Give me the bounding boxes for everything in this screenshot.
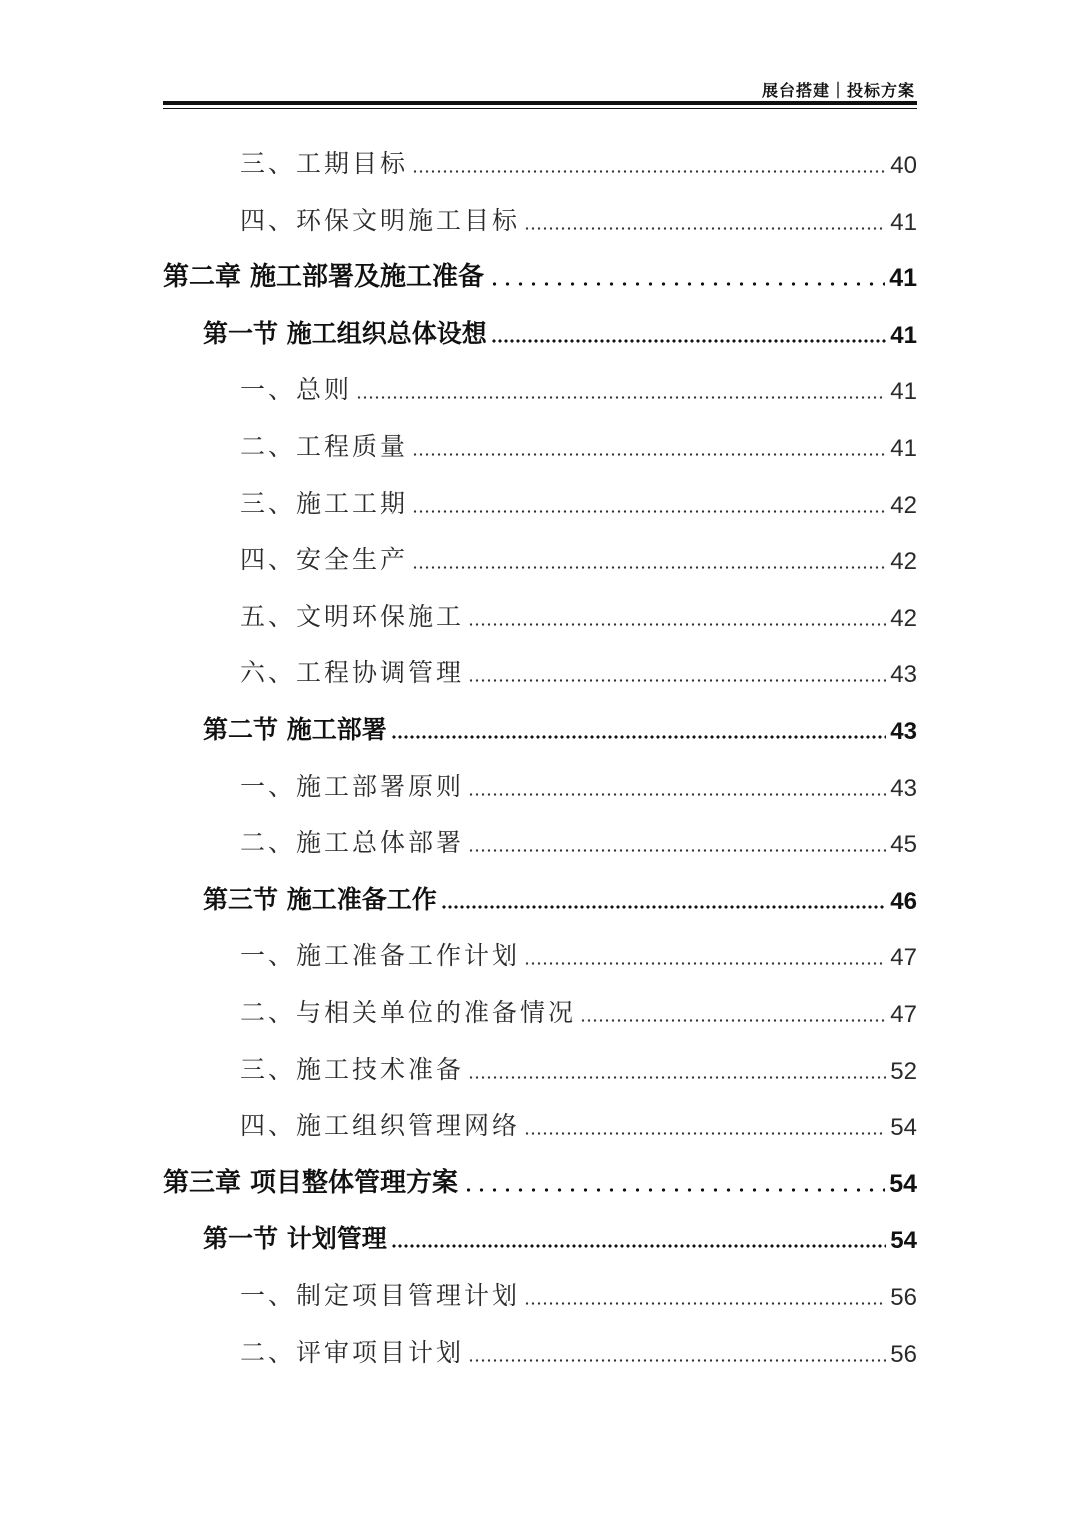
toc-dot-leader xyxy=(391,731,887,739)
toc-entry[interactable] xyxy=(240,366,917,406)
toc-entry[interactable] xyxy=(240,593,917,633)
toc-entry[interactable] xyxy=(203,876,917,916)
toc-entry-page-number: 47 xyxy=(890,944,917,972)
toc-dot-leader xyxy=(468,844,886,852)
toc-entry[interactable] xyxy=(163,253,917,293)
toc-dot-leader xyxy=(356,391,886,399)
toc-entry-title: 一、施工准备工作计划 xyxy=(240,941,521,971)
toc-entry[interactable] xyxy=(163,1159,917,1199)
toc-entry-title: 六、工程协调管理 xyxy=(240,658,465,688)
toc-dot-leader xyxy=(524,1127,886,1135)
toc-dot-leader xyxy=(412,505,886,513)
toc-entry-page-number: 46 xyxy=(890,887,917,915)
toc-entry-page-number: 42 xyxy=(890,491,917,519)
toc-entry-page-number: 45 xyxy=(890,831,917,859)
toc-entry-page-number: 41 xyxy=(889,264,917,293)
toc-dot-leader xyxy=(468,618,886,626)
toc-entry-title: 二、工程质量 xyxy=(240,432,409,461)
toc-dot-leader xyxy=(468,1071,886,1079)
toc-entry-title: 第三节 施工准备工作 xyxy=(203,884,437,914)
toc-entry-title: 四、安全生产 xyxy=(240,545,409,575)
toc-entry-title: 第二节 施工部署 xyxy=(203,715,387,744)
toc-dot-leader xyxy=(468,1354,886,1362)
toc-entry-page-number: 41 xyxy=(890,435,917,462)
toc-entry-title: 二、评审项目计划 xyxy=(240,1337,465,1367)
toc-entry-page-number: 43 xyxy=(890,774,917,802)
toc-dot-leader xyxy=(441,901,887,909)
toc-entry[interactable] xyxy=(240,819,917,859)
toc-entry[interactable] xyxy=(240,197,917,237)
toc-entry-page-number: 43 xyxy=(890,718,917,745)
toc-entry-title: 一、总则 xyxy=(240,375,353,405)
toc-entry-page-number: 54 xyxy=(890,1114,917,1142)
toc-dot-leader xyxy=(580,1014,886,1022)
toc-entry-title: 二、与相关单位的准备情况 xyxy=(240,998,577,1027)
toc-entry-page-number: 54 xyxy=(889,1169,917,1198)
toc-entry[interactable] xyxy=(240,649,917,689)
page-header-title: 展台搭建｜投标方案 xyxy=(761,81,915,100)
toc-dot-leader xyxy=(524,957,886,965)
toc-dot-leader xyxy=(491,335,887,343)
toc-entry-page-number: 43 xyxy=(890,661,917,689)
toc-entry-page-number: 56 xyxy=(890,1340,917,1368)
toc-entry[interactable] xyxy=(203,310,917,350)
toc-entry-page-number: 40 xyxy=(890,152,917,179)
toc-entry[interactable] xyxy=(240,1272,917,1312)
toc-entry-title: 五、文明环保施工 xyxy=(240,601,465,631)
toc-dot-leader xyxy=(468,674,886,682)
toc-entry-title: 三、施工技术准备 xyxy=(240,1054,465,1084)
toc-dot-leader xyxy=(468,788,886,796)
toc-entry[interactable] xyxy=(240,536,917,576)
toc-entry-title: 三、工期目标 xyxy=(240,149,409,178)
toc-entry-title: 第二章 施工部署及施工准备 xyxy=(163,262,485,293)
toc-entry-page-number: 52 xyxy=(890,1057,917,1085)
toc-dot-leader xyxy=(524,222,886,230)
toc-entry[interactable] xyxy=(240,1102,917,1142)
toc-entry-page-number: 42 xyxy=(890,604,917,632)
toc-entry-page-number: 54 xyxy=(890,1227,917,1255)
header-rule-thin xyxy=(163,108,917,109)
toc-dot-leader xyxy=(412,165,886,173)
toc-entry-title: 三、施工工期 xyxy=(240,488,409,518)
toc-entry-page-number: 56 xyxy=(890,1284,917,1311)
toc-entry-title: 第三章 项目整体管理方案 xyxy=(163,1167,459,1198)
toc-dot-leader xyxy=(412,448,886,456)
toc-entry[interactable] xyxy=(240,763,917,803)
toc-dot-leader xyxy=(412,561,886,569)
toc-entry-page-number: 41 xyxy=(890,378,917,406)
toc-entry[interactable] xyxy=(203,706,917,746)
toc-entry-title: 第一节 计划管理 xyxy=(203,1224,387,1254)
toc-entry-title: 一、制定项目管理计划 xyxy=(240,1281,521,1310)
toc-entry[interactable] xyxy=(240,480,917,520)
toc-entry[interactable] xyxy=(240,1046,917,1086)
toc-entry-title: 一、施工部署原则 xyxy=(240,771,465,801)
toc-entry-title: 第一节 施工组织总体设想 xyxy=(203,318,487,348)
toc-dot-leader xyxy=(462,1184,885,1192)
header-rule-thick xyxy=(163,101,917,105)
toc-entry-page-number: 41 xyxy=(890,208,917,236)
toc-entry[interactable] xyxy=(240,932,917,972)
toc-dot-leader xyxy=(524,1297,886,1305)
toc-entry-page-number: 47 xyxy=(890,1001,917,1028)
toc-entry[interactable] xyxy=(240,140,917,180)
toc-entry[interactable] xyxy=(240,989,917,1029)
toc-entry-page-number: 41 xyxy=(890,321,917,349)
toc-entry[interactable] xyxy=(240,423,917,463)
toc-entry-title: 四、环保文明施工目标 xyxy=(240,205,521,235)
toc-entry[interactable] xyxy=(240,1329,917,1369)
toc-dot-leader xyxy=(488,278,885,286)
toc-dot-leader xyxy=(391,1240,887,1248)
toc-entry-page-number: 42 xyxy=(890,548,917,576)
toc-entry-title: 二、施工总体部署 xyxy=(240,828,465,858)
toc-entry[interactable] xyxy=(203,1215,917,1255)
toc-entry-title: 四、施工组织管理网络 xyxy=(240,1111,521,1141)
